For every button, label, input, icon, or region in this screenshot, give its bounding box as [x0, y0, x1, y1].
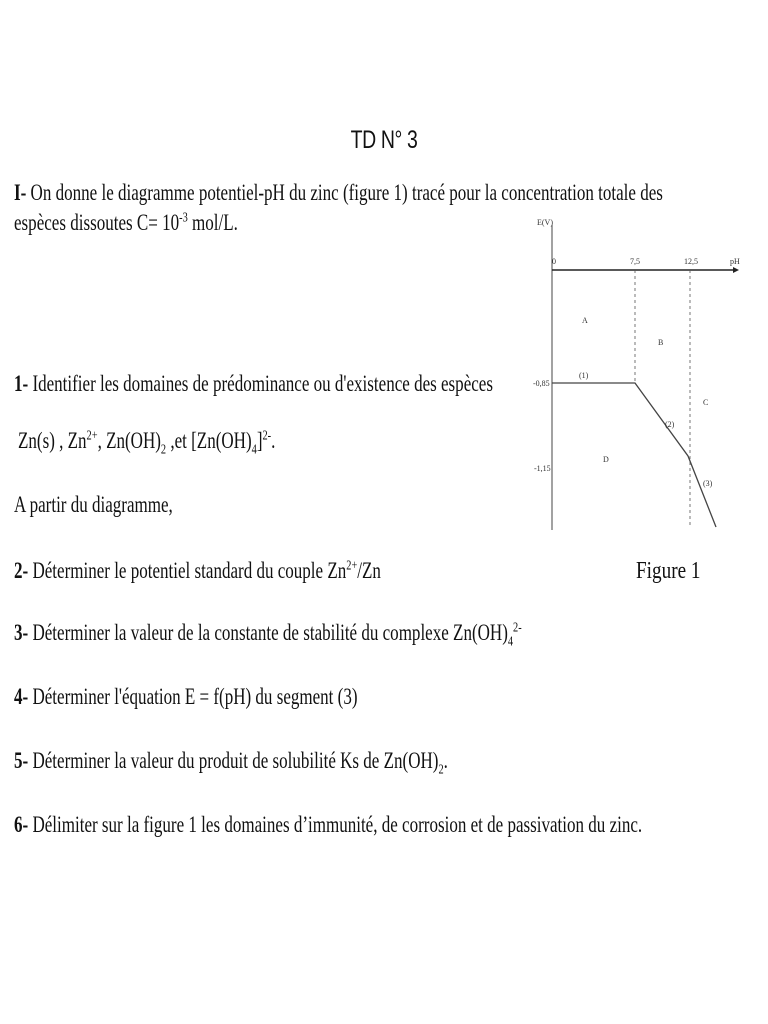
question-2-text: Déterminer le potentiel standard du couple Zn	[28, 558, 347, 583]
e-axis-label: E(V)	[537, 218, 553, 227]
question-1	[14, 371, 493, 397]
question-6	[14, 812, 642, 838]
ph-tick-label: 12,5	[684, 257, 698, 266]
question-6-number: 6-	[14, 812, 29, 837]
question-2	[14, 558, 381, 584]
potential-ph-diagram	[528, 215, 743, 535]
question-4-number: 4-	[14, 684, 29, 709]
part-intro-text: On donne le diagramme potentiel-pH du zinc (figure 1) tracé pour la concentration totale des	[26, 180, 663, 205]
species-zn-oh4-bracket: ]	[256, 428, 263, 453]
e-tick-label: -0,85	[533, 379, 550, 388]
domain-label: B	[658, 338, 664, 347]
species-zn-oh4-index: 4	[251, 442, 257, 458]
page-title: TD N° 3	[350, 126, 418, 154]
question-4-text: Déterminer l'équation E = f(pH) du segment (3)	[28, 684, 358, 709]
ph-tick-label: 0	[552, 257, 556, 266]
species-zn-oh2: , Zn(OH)	[97, 428, 161, 453]
from-diagram-text: A partir du diagramme,	[14, 492, 173, 517]
question-3-index: 4	[507, 634, 514, 650]
boundary-segments	[552, 383, 716, 527]
segment-label: (1)	[579, 371, 589, 380]
species-zn: Zn(s) , Zn	[18, 428, 87, 453]
question-5-end: .	[443, 748, 448, 773]
ph-tick-label: 7,5	[630, 257, 640, 266]
question-5	[14, 748, 448, 779]
species-zn-charge: 2+	[86, 428, 98, 444]
question-2-end: /Zn	[357, 558, 381, 583]
question-3-text: Déterminer la valeur de la constante de stabilité du complexe Zn(OH)	[28, 620, 508, 645]
species-zn-oh4-charge: 2-	[262, 428, 272, 444]
question-4	[14, 684, 358, 710]
segment-label: (3)	[703, 479, 713, 488]
question-3-number: 3-	[14, 620, 29, 645]
question-1-text: Identifier les domaines de prédominance ou d'existence des espèces	[28, 371, 493, 396]
question-5-text: Déterminer la valeur du produit de solubilité Ks de Zn(OH)	[28, 748, 439, 773]
question-5-index: 2	[438, 762, 444, 778]
ph-axis-label: pH	[730, 257, 740, 266]
domain-label: D	[603, 455, 609, 464]
question-6-text: Délimiter sur la figure 1 les domaines d’immunité, de corrosion et de passivation du zinc.	[28, 812, 643, 837]
question-2-number: 2-	[14, 558, 29, 583]
species-list	[18, 428, 275, 459]
part-number: I-	[14, 180, 27, 205]
concentration-text: espèces dissoutes C= 10	[14, 210, 180, 235]
species-zn-oh4: ,et [Zn(OH)	[166, 428, 252, 453]
domain-label: A	[582, 316, 588, 325]
question-5-number: 5-	[14, 748, 29, 773]
domain-label: C	[703, 398, 709, 407]
figure-label: Figure 1	[636, 558, 701, 584]
part-intro-line-2	[14, 210, 238, 236]
segment-label: (2)	[665, 420, 675, 429]
concentration-unit: mol/L.	[187, 210, 238, 235]
question-3	[14, 620, 522, 651]
question-1-number: 1-	[14, 371, 29, 396]
species-zn-oh2-index: 2	[160, 442, 167, 458]
e-tick-label: -1,15	[534, 464, 551, 473]
part-intro-line-1	[14, 180, 663, 206]
species-end: .	[271, 428, 276, 453]
question-3-charge: 2-	[513, 620, 522, 636]
ph-axis-arrow	[733, 267, 739, 273]
question-2-charge: 2+	[346, 558, 358, 574]
concentration-exponent: -3	[179, 210, 188, 226]
